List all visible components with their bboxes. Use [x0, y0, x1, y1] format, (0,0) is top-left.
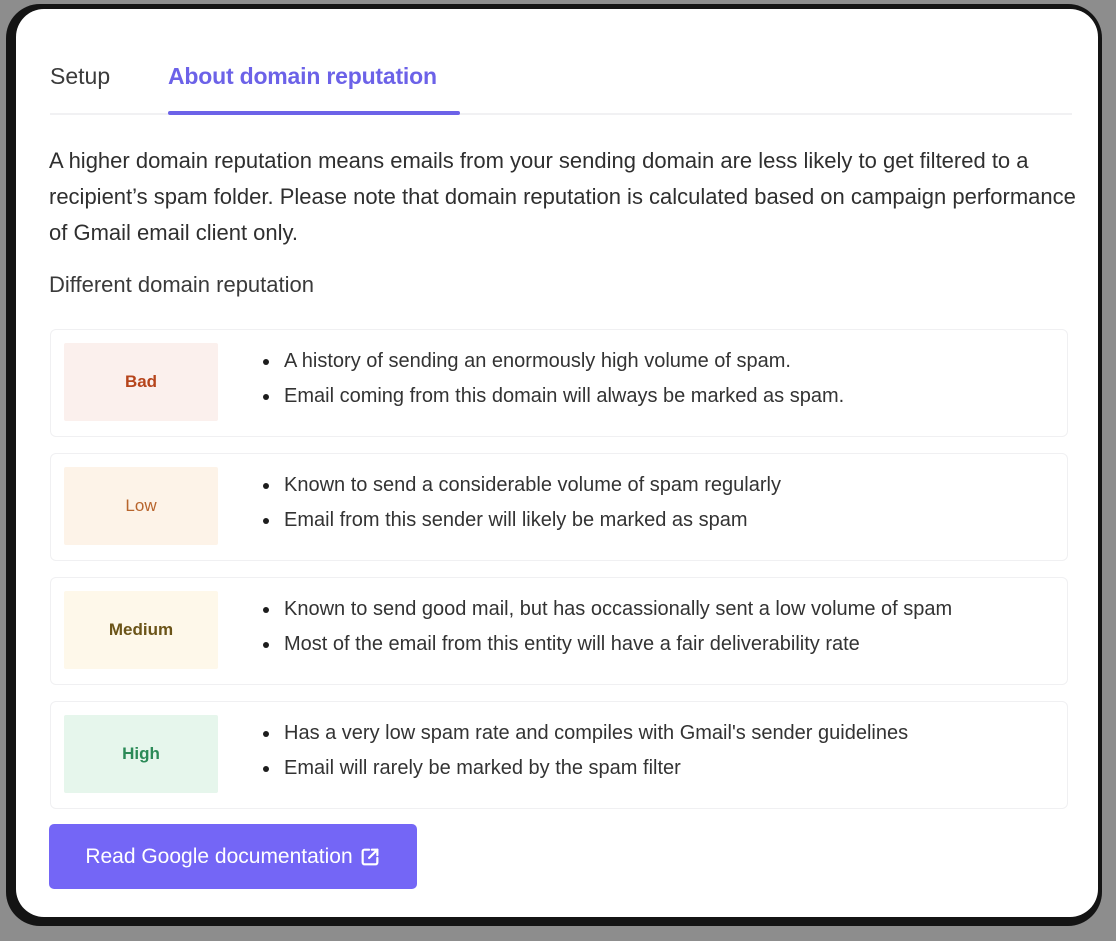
- button-label: Read Google documentation: [85, 844, 353, 868]
- reputation-badge-high: High: [64, 715, 218, 793]
- bullet-item: Email will rarely be marked by the spam filter: [259, 751, 908, 786]
- bullet-item: Known to send good mail, but has occassionally sent a low volume of spam: [259, 592, 952, 627]
- domain-reputation-panel: [16, 9, 1098, 917]
- reputation-card-high: [50, 701, 1068, 809]
- bullet-item: Has a very low spam rate and compiles with Gmail's sender guidelines: [259, 716, 908, 751]
- reputation-card-medium: [50, 577, 1068, 685]
- reputation-bullets: [259, 344, 844, 414]
- reputation-bullets: [259, 592, 952, 662]
- section-heading: Different domain reputation: [49, 272, 314, 297]
- reputation-badge-low: Low: [64, 467, 218, 545]
- intro-description: A higher domain reputation means emails from your sending domain are less likely to get filtered to a recipient’s spam folder. Please note that domain reputation is calculated based on campaign performance of Gmail email client only.: [49, 148, 1076, 245]
- reputation-badge-bad: Bad: [64, 343, 218, 421]
- external-link-icon: [359, 846, 381, 868]
- bullet-item: Known to send a considerable volume of spam regularly: [259, 468, 781, 503]
- tab-about-domain-reputation[interactable]: About domain reputation: [168, 63, 437, 89]
- tab-setup[interactable]: Setup: [50, 63, 111, 89]
- reputation-badge-medium: Medium: [64, 591, 218, 669]
- reputation-card-bad: [50, 329, 1068, 437]
- reputation-list: [50, 329, 1068, 825]
- active-tab-indicator: [168, 111, 460, 115]
- bullet-item: Email coming from this domain will always be marked as spam.: [259, 379, 844, 414]
- bullet-item: A history of sending an enormously high volume of spam.: [259, 344, 844, 379]
- reputation-bullets: [259, 468, 781, 538]
- bullet-item: Most of the email from this entity will have a fair deliverability rate: [259, 627, 952, 662]
- tab-bar: [50, 49, 1072, 115]
- bullet-item: Email from this sender will likely be marked as spam: [259, 503, 781, 538]
- read-google-documentation-button[interactable]: [49, 824, 417, 889]
- reputation-bullets: [259, 716, 908, 786]
- reputation-card-low: [50, 453, 1068, 561]
